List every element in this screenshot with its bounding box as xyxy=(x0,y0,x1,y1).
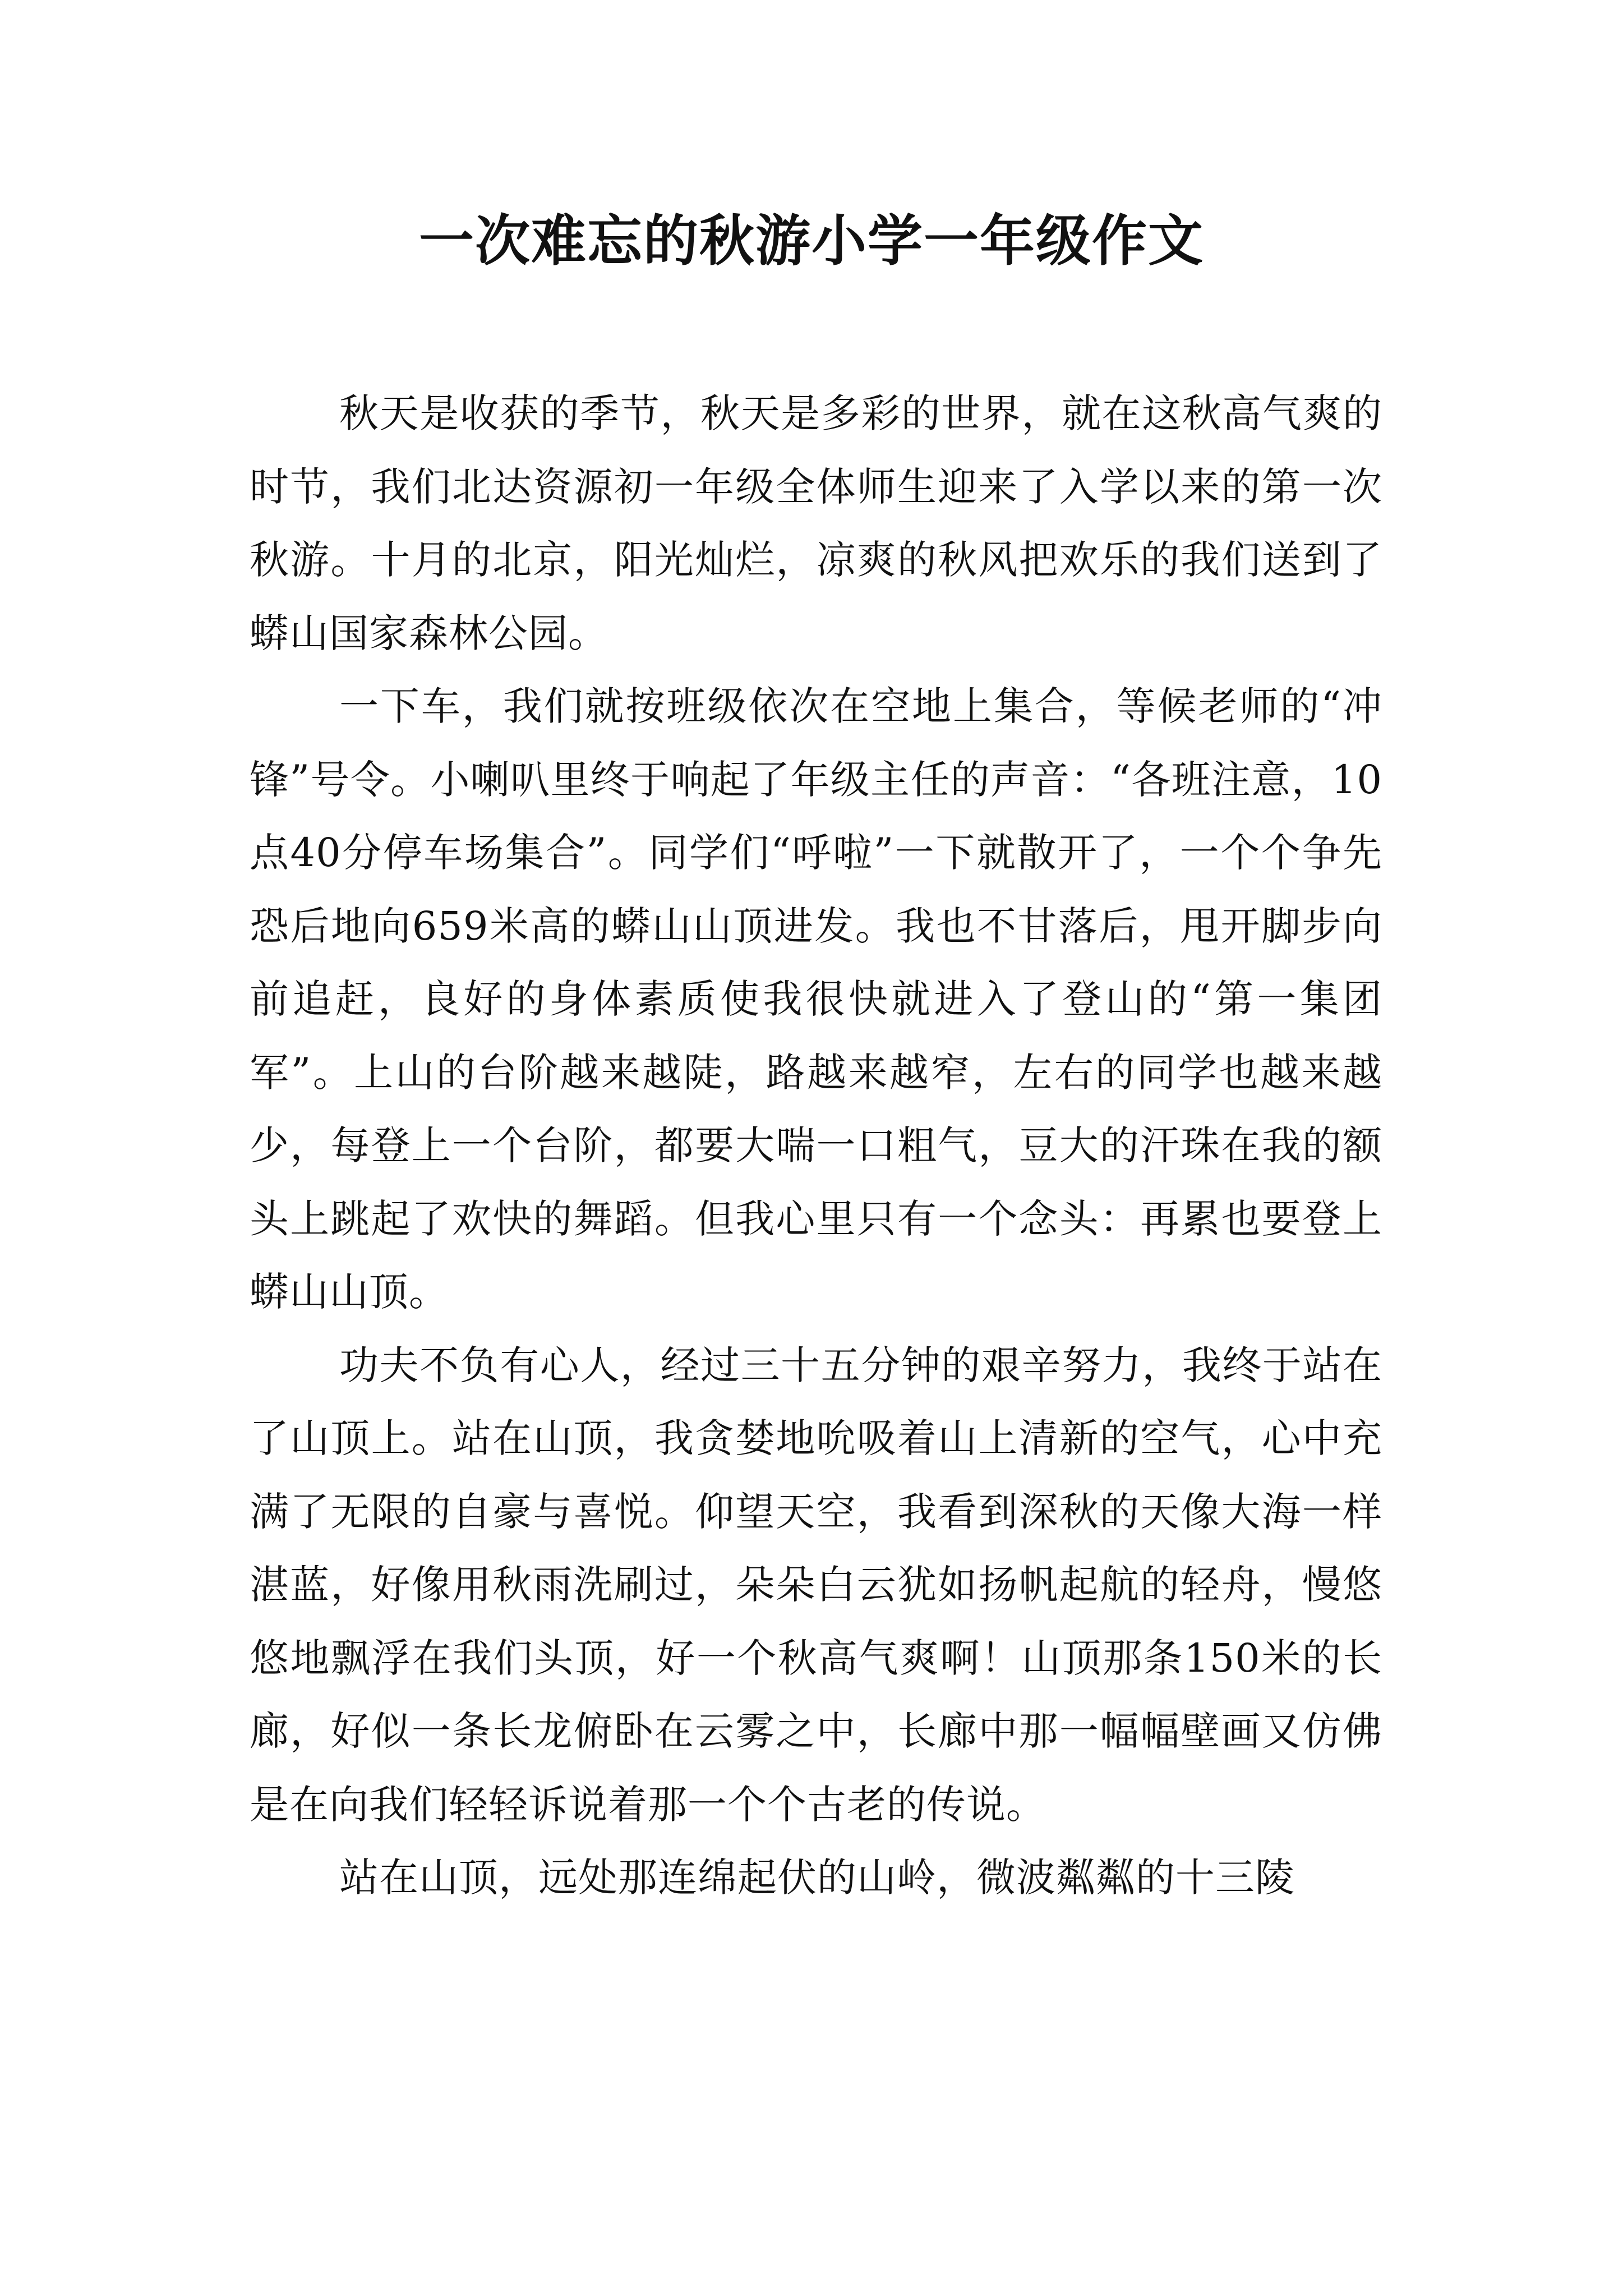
paragraph: 功夫不负有心人，经过三十五分钟的艰辛努力，我终于站在了山顶上。站在山顶，我贪婪地吮吸着山上清新的空气，心中充满了无限的自豪与喜悦。仰望天空，我看到深秋的天像大海一样湛蓝，好像用秋雨洗刷过，朵朵白云犹如扬帆起航的轻舟，慢悠悠地飘浮在我们头顶，好一个秋高气爽啊！山顶那条150米的长廊，好似一条长龙俯卧在云雾之中，长廊中那一幅幅壁画又仿佛是在向我们轻轻诉说着那一个个古老的传说。 xyxy=(250,1342,1382,1828)
paragraph: 站在山顶，远处那连绵起伏的山岭，微波粼粼的十三陵 xyxy=(339,1855,1295,1901)
paragraph: 秋天是收获的季节，秋天是多彩的世界，就在这秋高气爽的时节，我们北达资源初一年级全体师生迎来了入学以来的第一次秋游。十月的北京，阳光灿烂，凉爽的秋风把欢乐的我们送到了蟒山国家森林公园。 xyxy=(250,390,1382,656)
document-body xyxy=(250,377,1382,1915)
document-title: 一次难忘的秋游小学一年级作文 xyxy=(418,209,1204,273)
paragraph: 一下车，我们就按班级依次在空地上集合，等候老师的“冲锋”号令。小喇叭里终于响起了年级主任的声音：“各班注意，10点40分停车场集合”。同学们“呼啦”一下就散开了，一个个争先恐后地向659米高的蟒山山顶进发。我也不甘落后，甩开脚步向前追赶，良好的身体素质使我很快就进入了登山的“第一集团军”。上山的台阶越来越陡，路越来越窄，左右的同学也越来越少，每登上一个台阶，都要大喘一口粗气，豆大的汗珠在我的额头上跳起了欢快的舞蹈。但我心里只有一个念头：再累也要登上蟒山山顶。 xyxy=(250,683,1382,1315)
